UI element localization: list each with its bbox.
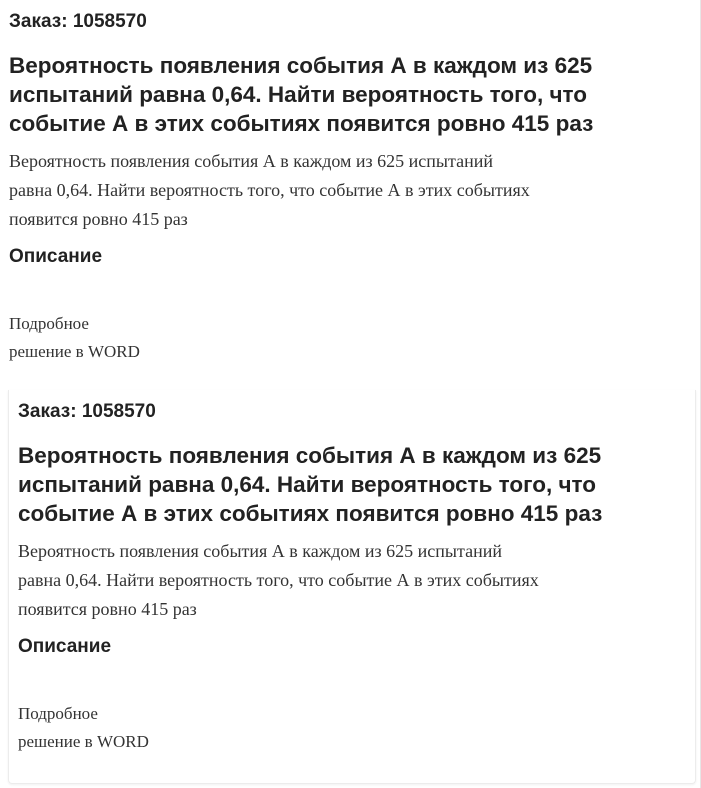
- description-text-line: Подробное: [18, 704, 98, 723]
- description-text: [18, 700, 318, 756]
- order-title-line: испытаний равна 0,64. Найти вероятность того, что: [9, 82, 587, 107]
- description-heading: Описание: [18, 636, 112, 657]
- order-description-line: Вероятность появления события А в каждом из 625 испытаний: [9, 151, 493, 171]
- order-description-line: равна 0,64. Найти вероятность того, что событие А в этих событиях: [18, 570, 539, 590]
- order-description: [9, 147, 689, 234]
- order-description-line: равна 0,64. Найти вероятность того, что событие А в этих событиях: [9, 180, 530, 200]
- order-description-line: появится ровно 415 раз: [18, 599, 197, 619]
- order-title-line: событие А в этих событиях появится ровно 415 раз: [18, 501, 603, 526]
- description-text-line: Подробное: [9, 314, 89, 333]
- description-text: [9, 310, 309, 366]
- order-number: Заказ: 1058570: [18, 401, 156, 422]
- description-text-line: решение в WORD: [9, 342, 140, 361]
- order-title-line: событие А в этих событиях появится ровно 415 раз: [9, 111, 594, 136]
- description-heading: Описание: [9, 246, 103, 267]
- order-title-line: Вероятность появления события А в каждом из 625: [18, 443, 602, 468]
- order-title[interactable]: [18, 441, 698, 528]
- order-description: [18, 537, 698, 624]
- order-title[interactable]: [9, 51, 689, 138]
- order-title-line: испытаний равна 0,64. Найти вероятность того, что: [18, 472, 596, 497]
- description-text-line: решение в WORD: [18, 732, 149, 751]
- order-title-line: Вероятность появления события А в каждом из 625: [9, 53, 593, 78]
- order-description-line: появится ровно 415 раз: [9, 209, 188, 229]
- order-number: Заказ: 1058570: [9, 11, 147, 32]
- order-description-line: Вероятность появления события А в каждом из 625 испытаний: [18, 541, 502, 561]
